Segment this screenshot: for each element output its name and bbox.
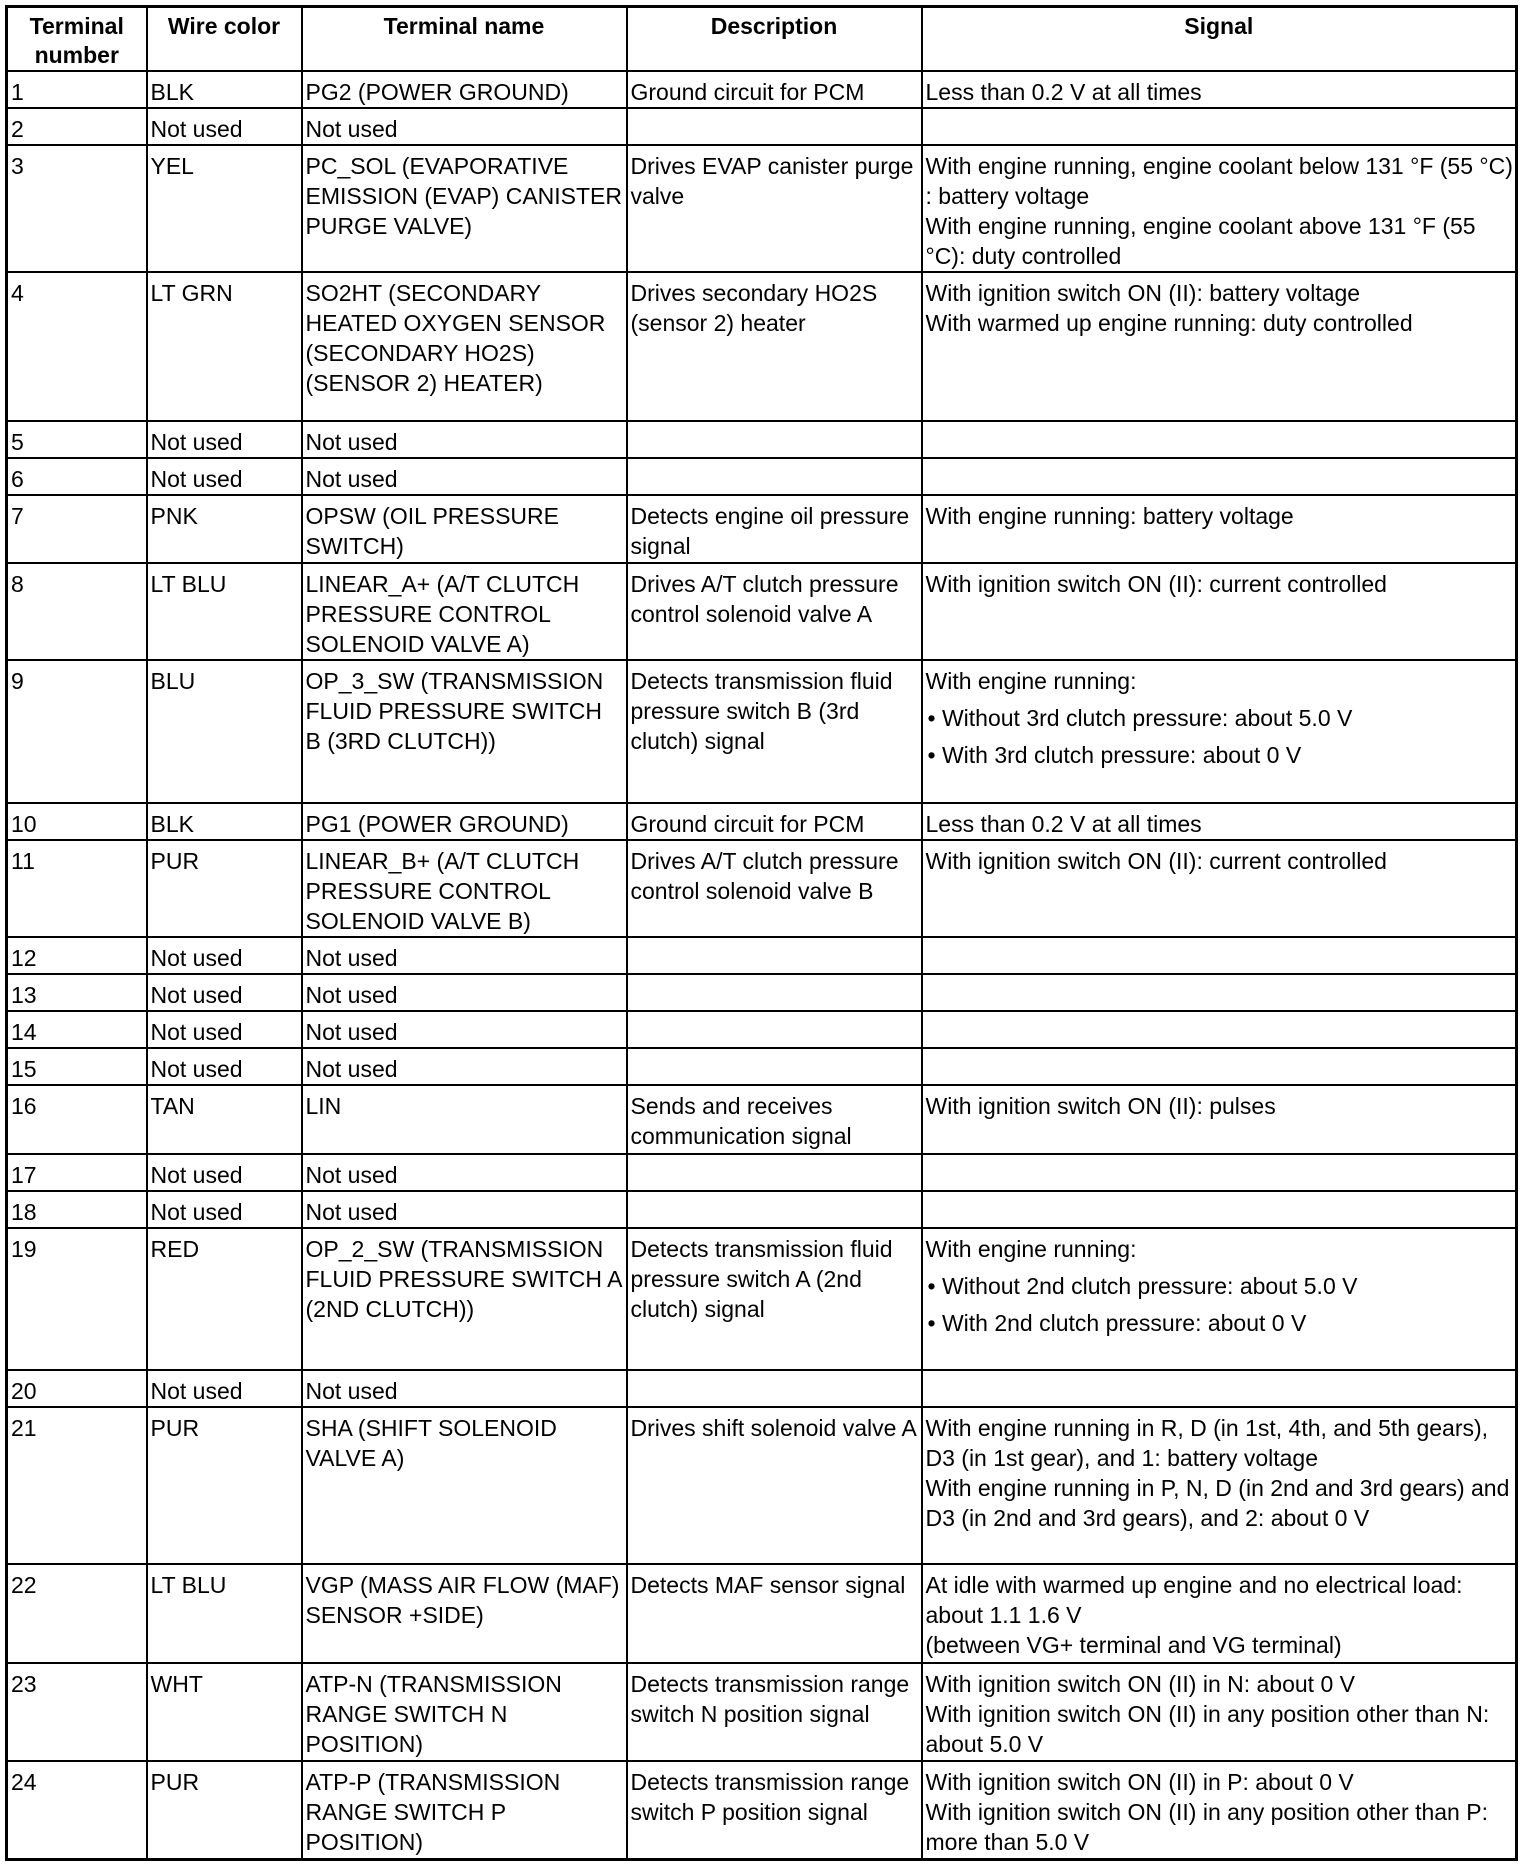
cell-signal [922, 660, 1517, 802]
cell-terminal-number: 14 [7, 1011, 147, 1048]
header-signal: Signal [922, 7, 1517, 72]
cell-terminal-name: Not used [302, 458, 627, 495]
signal-bullet-list [926, 1271, 1514, 1338]
cell-terminal-number: 19 [7, 1228, 147, 1370]
cell-terminal-name: Not used [302, 1370, 627, 1407]
table-row [7, 803, 1517, 840]
table-row [7, 1191, 1517, 1228]
cell-wire-color: RED [147, 1228, 302, 1370]
cell-signal [922, 458, 1517, 495]
cell-description: Detects transmission fluid pressure switch B (3rd clutch) signal [627, 660, 922, 802]
cell-terminal-name: Not used [302, 937, 627, 974]
signal-line: With ignition switch ON (II): battery voltage [925, 280, 1361, 307]
cell-description [627, 974, 922, 1011]
cell-terminal-name: Not used [302, 1154, 627, 1191]
cell-description: Drives secondary HO2S (sensor 2) heater [627, 272, 922, 420]
cell-description: Detects transmission fluid pressure switch A (2nd clutch) signal [627, 1228, 922, 1370]
signal-line: With ignition switch ON (II): current controlled [925, 571, 1387, 598]
cell-description: Detects transmission range switch N position signal [627, 1663, 922, 1761]
table-row [7, 1761, 1517, 1860]
cell-terminal-name: OP_2_SW (TRANSMISSION FLUID PRESSURE SWITCH A (2ND CLUTCH)) [302, 1228, 627, 1370]
cell-terminal-number: 1 [7, 71, 147, 108]
cell-signal [922, 495, 1517, 563]
table-row [7, 1085, 1517, 1153]
cell-terminal-name: SO2HT (SECONDARY HEATED OXYGEN SENSOR (SECONDARY HO2S) (SENSOR 2) HEATER) [302, 272, 627, 420]
header-terminal-number: Terminal number [7, 7, 147, 72]
cell-description: Detects MAF sensor signal [627, 1564, 922, 1662]
cell-terminal-number: 17 [7, 1154, 147, 1191]
cell-description [627, 1370, 922, 1407]
cell-terminal-number: 24 [7, 1761, 147, 1860]
cell-terminal-name: ATP-N (TRANSMISSION RANGE SWITCH N POSITION) [302, 1663, 627, 1761]
cell-wire-color: PUR [147, 1407, 302, 1564]
cell-wire-color: Not used [147, 937, 302, 974]
signal-line: With engine running, engine coolant below 131 °F (55 °C) : battery voltage [925, 153, 1520, 210]
cell-terminal-number: 6 [7, 458, 147, 495]
table-row [7, 71, 1517, 108]
cell-wire-color: LT GRN [147, 272, 302, 420]
cell-signal [922, 1085, 1517, 1153]
cell-terminal-name: OP_3_SW (TRANSMISSION FLUID PRESSURE SWITCH B (3RD CLUTCH)) [302, 660, 627, 802]
cell-terminal-name: ATP-P (TRANSMISSION RANGE SWITCH P POSITION) [302, 1761, 627, 1860]
cell-description [627, 937, 922, 974]
signal-line: With ignition switch ON (II) in P: about 0 V [925, 1768, 1354, 1795]
cell-description [627, 1011, 922, 1048]
cell-terminal-number: 9 [7, 660, 147, 802]
cell-terminal-number: 10 [7, 803, 147, 840]
cell-terminal-number: 7 [7, 495, 147, 563]
cell-terminal-number: 12 [7, 937, 147, 974]
header-description: Description [627, 7, 922, 72]
terminal-table-container [5, 5, 1520, 1861]
cell-description: Drives EVAP canister purge valve [627, 145, 922, 272]
cell-terminal-number: 5 [7, 421, 147, 458]
table-row [7, 1564, 1517, 1662]
signal-intro: With engine running: [925, 668, 1137, 695]
cell-wire-color: Not used [147, 1370, 302, 1407]
cell-wire-color: Not used [147, 1154, 302, 1191]
cell-terminal-number: 15 [7, 1048, 147, 1085]
cell-description: Ground circuit for PCM [627, 803, 922, 840]
cell-description [627, 1154, 922, 1191]
table-row [7, 145, 1517, 272]
cell-wire-color: BLU [147, 660, 302, 802]
cell-terminal-name: OPSW (OIL PRESSURE SWITCH) [302, 495, 627, 563]
cell-terminal-number: 13 [7, 974, 147, 1011]
cell-terminal-number: 11 [7, 840, 147, 937]
table-row [7, 1663, 1517, 1761]
cell-signal [922, 1407, 1517, 1564]
signal-line: With ignition switch ON (II): pulses [925, 1093, 1276, 1120]
table-row [7, 840, 1517, 937]
signal-line: Less than 0.2 V at all times [925, 810, 1202, 837]
signal-line: With ignition switch ON (II): current controlled [925, 847, 1387, 874]
table-header-row [7, 7, 1517, 72]
table-row [7, 272, 1517, 420]
cell-wire-color: PUR [147, 1761, 302, 1860]
cell-description [627, 421, 922, 458]
cell-terminal-name: SHA (SHIFT SOLENOID VALVE A) [302, 1407, 627, 1564]
table-row [7, 1407, 1517, 1564]
cell-terminal-number: 20 [7, 1370, 147, 1407]
table-row [7, 108, 1517, 145]
cell-description: Sends and receives communication signal [627, 1085, 922, 1153]
signal-line: With engine running in R, D (in 1st, 4th, and 5th gears), D3 (in 1st gear), and 1: battery voltage [925, 1415, 1495, 1472]
cell-wire-color: LT BLU [147, 563, 302, 660]
cell-wire-color: BLK [147, 803, 302, 840]
cell-terminal-name: Not used [302, 421, 627, 458]
cell-description: Detects transmission range switch P position signal [627, 1761, 922, 1860]
table-row [7, 974, 1517, 1011]
signal-line: At idle with warmed up engine and no electrical load: about 1.1 1.6 V [925, 1572, 1469, 1629]
cell-terminal-name: Not used [302, 974, 627, 1011]
cell-signal [922, 1011, 1517, 1048]
cell-terminal-name: Not used [302, 1191, 627, 1228]
signal-line: Less than 0.2 V at all times [925, 79, 1202, 105]
cell-wire-color: PNK [147, 495, 302, 563]
cell-signal [922, 974, 1517, 1011]
table-row [7, 563, 1517, 660]
signal-line: With ignition switch ON (II) in any position other than N: about 5.0 V [925, 1700, 1496, 1757]
table-row [7, 1011, 1517, 1048]
cell-terminal-number: 23 [7, 1663, 147, 1761]
table-row [7, 495, 1517, 563]
cell-signal [922, 1048, 1517, 1085]
signal-line: With ignition switch ON (II) in N: about 0 V [925, 1670, 1355, 1697]
table-row [7, 1154, 1517, 1191]
cell-wire-color: Not used [147, 458, 302, 495]
signal-line: With engine running, engine coolant above 131 °F (55 °C): duty controlled [925, 213, 1482, 270]
cell-wire-color: WHT [147, 1663, 302, 1761]
cell-terminal-number: 3 [7, 145, 147, 272]
cell-wire-color: Not used [147, 421, 302, 458]
table-row [7, 458, 1517, 495]
cell-wire-color: Not used [147, 108, 302, 145]
cell-signal [922, 937, 1517, 974]
signal-bullet: • Without 2nd clutch pressure: about 5.0 V [926, 1271, 1514, 1301]
cell-description: Ground circuit for PCM [627, 71, 922, 108]
cell-terminal-number: 4 [7, 272, 147, 420]
cell-terminal-number: 2 [7, 108, 147, 145]
cell-signal [922, 803, 1517, 840]
cell-description: Detects engine oil pressure signal [627, 495, 922, 563]
signal-line: With engine running: battery voltage [925, 502, 1294, 529]
cell-description: Drives A/T clutch pressure control solenoid valve A [627, 563, 922, 660]
cell-signal [922, 563, 1517, 660]
cell-terminal-name: Not used [302, 1048, 627, 1085]
cell-signal [922, 1154, 1517, 1191]
signal-bullet: • Without 3rd clutch pressure: about 5.0 V [926, 703, 1514, 733]
cell-description [627, 1048, 922, 1085]
cell-wire-color: BLK [147, 71, 302, 108]
cell-wire-color: Not used [147, 974, 302, 1011]
cell-wire-color: TAN [147, 1085, 302, 1153]
cell-terminal-name: PG1 (POWER GROUND) [302, 803, 627, 840]
table-row [7, 1370, 1517, 1407]
cell-wire-color: YEL [147, 145, 302, 272]
cell-terminal-name: Not used [302, 1011, 627, 1048]
cell-signal [922, 1761, 1517, 1860]
cell-wire-color: Not used [147, 1048, 302, 1085]
cell-signal [922, 1663, 1517, 1761]
cell-signal [922, 1191, 1517, 1228]
cell-signal [922, 421, 1517, 458]
signal-bullet: • With 2nd clutch pressure: about 0 V [926, 1308, 1514, 1338]
cell-description [627, 1191, 922, 1228]
cell-terminal-number: 22 [7, 1564, 147, 1662]
cell-signal [922, 1228, 1517, 1370]
cell-description [627, 458, 922, 495]
cell-terminal-number: 21 [7, 1407, 147, 1564]
cell-terminal-name: LINEAR_B+ (A/T CLUTCH PRESSURE CONTROL SOLENOID VALVE B) [302, 840, 627, 937]
header-wire-color: Wire color [147, 7, 302, 72]
cell-terminal-name: LINEAR_A+ (A/T CLUTCH PRESSURE CONTROL SOLENOID VALVE A) [302, 563, 627, 660]
table-row [7, 421, 1517, 458]
cell-terminal-number: 8 [7, 563, 147, 660]
cell-description: Drives A/T clutch pressure control solenoid valve B [627, 840, 922, 937]
table-row [7, 660, 1517, 802]
cell-wire-color: Not used [147, 1011, 302, 1048]
cell-description [627, 108, 922, 145]
cell-wire-color: LT BLU [147, 1564, 302, 1662]
cell-terminal-name: PG2 (POWER GROUND) [302, 71, 627, 108]
terminal-table [5, 5, 1518, 1861]
signal-bullet-list [926, 703, 1514, 770]
signal-line: With warmed up engine running: duty controlled [925, 310, 1413, 337]
cell-signal [922, 108, 1517, 145]
cell-signal [922, 1564, 1517, 1662]
signal-line: With ignition switch ON (II) in any position other than P: more than 5.0 V [925, 1798, 1495, 1855]
cell-terminal-name: VGP (MASS AIR FLOW (MAF) SENSOR +SIDE) [302, 1564, 627, 1662]
cell-terminal-name: PC_SOL (EVAPORATIVE EMISSION (EVAP) CANISTER PURGE VALVE) [302, 145, 627, 272]
cell-wire-color: PUR [147, 840, 302, 937]
table-row [7, 1228, 1517, 1370]
table-row [7, 1048, 1517, 1085]
cell-signal [922, 71, 1517, 108]
cell-wire-color: Not used [147, 1191, 302, 1228]
cell-signal [922, 272, 1517, 420]
cell-terminal-number: 16 [7, 1085, 147, 1153]
cell-terminal-name: Not used [302, 108, 627, 145]
table-row [7, 937, 1517, 974]
table-body [7, 71, 1520, 1860]
cell-terminal-number: 18 [7, 1191, 147, 1228]
cell-signal [922, 145, 1520, 272]
signal-bullet: • With 3rd clutch pressure: about 0 V [926, 740, 1514, 770]
cell-signal [922, 840, 1517, 937]
cell-terminal-name: LIN [302, 1085, 627, 1153]
cell-signal [922, 1370, 1517, 1407]
signal-line: With engine running in P, N, D (in 2nd and 3rd gears) and D3 (in 2nd and 3rd gears), and 2: about 0 V [925, 1475, 1516, 1532]
header-terminal-name: Terminal name [302, 7, 627, 72]
signal-line: (between VG+ terminal and VG terminal) [925, 1632, 1342, 1659]
signal-intro: With engine running: [925, 1235, 1137, 1262]
cell-description: Drives shift solenoid valve A [627, 1407, 922, 1564]
